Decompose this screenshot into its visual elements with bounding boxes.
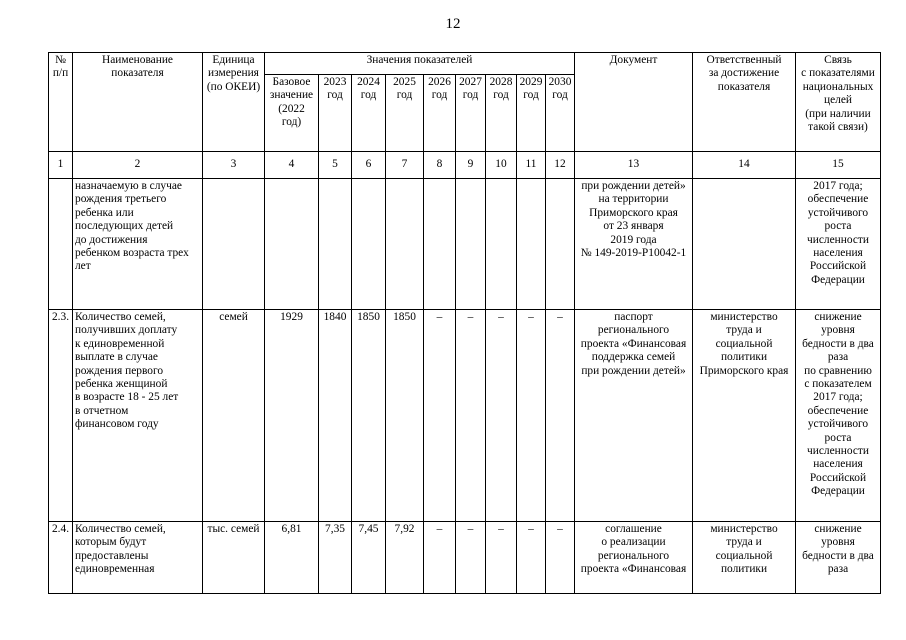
row-value: 7,35 — [319, 522, 352, 594]
row-document: паспорт регионального проекта «Финансовая поддержка семей при рождении детей» — [575, 310, 693, 522]
page-number: 12 — [445, 16, 461, 32]
row-value: – — [486, 310, 517, 522]
row-value — [319, 179, 352, 310]
column-number: 1 — [49, 152, 73, 179]
row-national-goal-link: снижение уровня бедности в два раза по сравнению с показателем 2017 года; обеспечение устойчивого роста численности населения Российской Федерации — [796, 310, 881, 522]
table-row — [49, 522, 881, 594]
header-year: 2023 год — [319, 75, 352, 152]
column-number: 8 — [424, 152, 456, 179]
row-value: 1850 — [386, 310, 424, 522]
row-national-goal-link: 2017 года; обеспечение устойчивого роста численности населения Российской Федерации — [796, 179, 881, 310]
row-value — [517, 179, 546, 310]
column-numbers-row — [49, 152, 881, 179]
row-base-value — [265, 179, 319, 310]
row-base-value: 1929 — [265, 310, 319, 522]
row-value: – — [546, 310, 575, 522]
header-no: № п/п — [49, 53, 73, 152]
row-value — [456, 179, 486, 310]
row-value — [424, 179, 456, 310]
header-year: 2029 год — [517, 75, 546, 152]
row-unit — [203, 179, 265, 310]
row-value: – — [456, 310, 486, 522]
row-value: – — [517, 522, 546, 594]
column-number: 2 — [73, 152, 203, 179]
column-number: 10 — [486, 152, 517, 179]
column-number: 14 — [693, 152, 796, 179]
indicators-table — [48, 52, 881, 594]
header-document: Документ — [575, 53, 693, 152]
column-number: 9 — [456, 152, 486, 179]
row-value: – — [517, 310, 546, 522]
row-indicator-name: назначаемую в случае рождения третьего ребенка или последующих детей до достижения ребенком возраста трех лет — [73, 179, 203, 310]
row-document: соглашение о реализации регионального проекта «Финансовая — [575, 522, 693, 594]
row-value: – — [456, 522, 486, 594]
column-number: 7 — [386, 152, 424, 179]
row-document: при рождении детей» на территории Приморского края от 23 января 2019 года № 149-2019-Р10042-1 — [575, 179, 693, 310]
row-responsible: министерство труда и социальной политики — [693, 522, 796, 594]
header-year: 2026 год — [424, 75, 456, 152]
row-indicator-name: Количество семей, получивших доплату к единовременной выплате в случае рождения первого ребенка женщиной в возрасте 18 - 25 лет в отчетном финансовом году — [73, 310, 203, 522]
row-base-value: 6,81 — [265, 522, 319, 594]
row-value: – — [424, 522, 456, 594]
row-no: 2.3. — [49, 310, 73, 522]
header-year: 2025 год — [386, 75, 424, 152]
header-base-value: Базовое значение (2022 год) — [265, 75, 319, 152]
header-name: Наименование показателя — [73, 53, 203, 152]
row-responsible: министерство труда и социальной политики Приморского края — [693, 310, 796, 522]
table-row — [49, 310, 881, 522]
column-number: 12 — [546, 152, 575, 179]
header-year: 2028 год — [486, 75, 517, 152]
header-year: 2027 год — [456, 75, 486, 152]
header-year: 2024 год — [352, 75, 386, 152]
column-number: 4 — [265, 152, 319, 179]
row-value — [386, 179, 424, 310]
row-value — [486, 179, 517, 310]
row-unit: семей — [203, 310, 265, 522]
row-no: 2.4. — [49, 522, 73, 594]
row-national-goal-link: снижение уровня бедности в два раза — [796, 522, 881, 594]
header-link: Связь с показателями национальных целей (при наличии такой связи) — [796, 53, 881, 152]
row-value: 7,92 — [386, 522, 424, 594]
header-year: 2030 год — [546, 75, 575, 152]
row-value: – — [486, 522, 517, 594]
row-value: – — [546, 522, 575, 594]
row-value — [352, 179, 386, 310]
column-number: 13 — [575, 152, 693, 179]
row-value: 1840 — [319, 310, 352, 522]
row-no — [49, 179, 73, 310]
row-indicator-name: Количество семей, которым будут предоставлены единовременная — [73, 522, 203, 594]
header-responsible: Ответственный за достижение показателя — [693, 53, 796, 152]
table-row — [49, 179, 881, 310]
row-value: – — [424, 310, 456, 522]
column-number: 3 — [203, 152, 265, 179]
row-value — [546, 179, 575, 310]
column-number: 6 — [352, 152, 386, 179]
row-unit: тыс. семей — [203, 522, 265, 594]
column-number: 15 — [796, 152, 881, 179]
column-number: 11 — [517, 152, 546, 179]
row-value: 7,45 — [352, 522, 386, 594]
header-values: Значения показателей — [265, 53, 575, 75]
row-value: 1850 — [352, 310, 386, 522]
column-number: 5 — [319, 152, 352, 179]
header-unit: Единица измерения (по ОКЕИ) — [203, 53, 265, 152]
row-responsible — [693, 179, 796, 310]
